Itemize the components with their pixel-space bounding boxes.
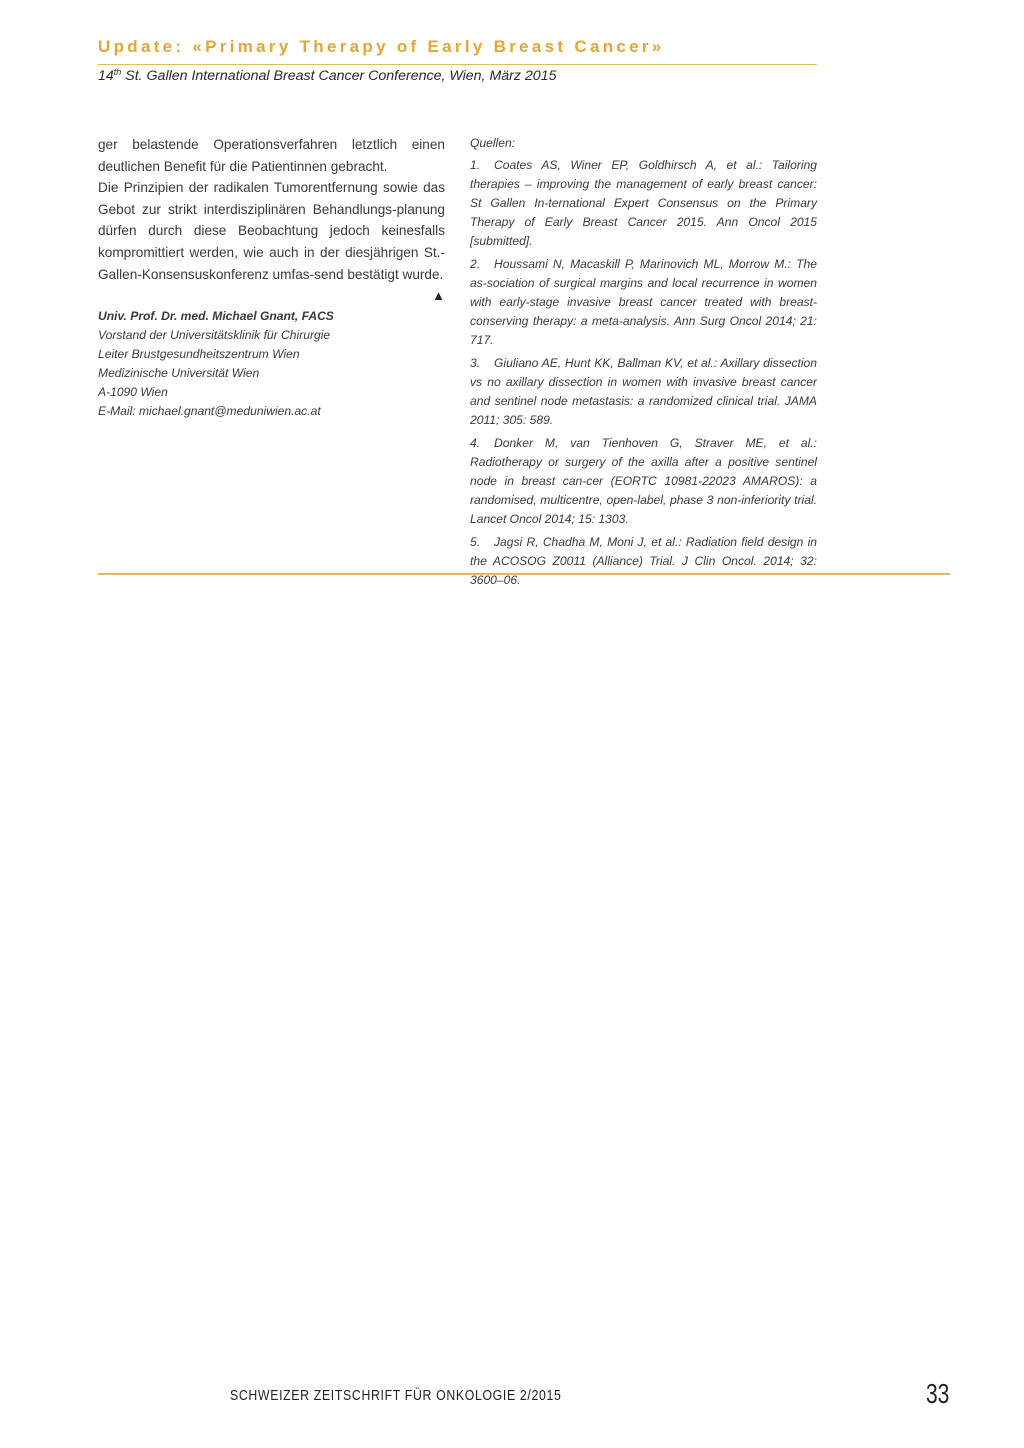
author-name: Univ. Prof. Dr. med. Michael Gnant, FACS [98,309,334,324]
reference-number: 4. [470,436,481,450]
body-paragraph-2 [98,177,445,304]
author-address: A-1090 Wien [98,385,168,400]
reference-number: 3. [470,356,481,370]
reference-text: Houssami N, Macaskill P, Marinovich ML, Morrow M.: The as-sociation of surgical margins and local recurrence in women with early-stage invasive breast cancer treated with breast-conserving therapy: a meta-analysis. Ann Surg Oncol 2014; 21: 717. [470,257,817,347]
reference-number: 2. [470,257,481,271]
left-column [98,134,445,421]
reference-item [470,255,817,350]
references-heading: Quellen: [470,136,516,150]
reference-text: Giuliano AE, Hunt KK, Ballman KV, et al.: Axillary dissection vs no axillary dissection in women with invasive breast cancer and sentinel node metastasis: a randomized clinical trial. JAMA 2011; 305: 589. [470,356,817,427]
reference-item [470,533,817,590]
reference-text: Coates AS, Winer EP, Goldhirsch A, et al.: Tailoring therapies – improving the management of early breast cancer: St Gallen In-ternational Expert Consensus on the Primary Therapy of Early Breast Cancer 2015. Ann Oncol 2015 [submitted]. [470,158,817,248]
reference-number: 1. [470,158,481,172]
reference-number: 5. [470,535,481,549]
body-paragraph-1: ger belastende Operationsverfahren letztlich einen deutlichen Benefit für die Patientinnen gebracht. [98,137,445,174]
subtitle-ordinal: th [113,67,122,77]
running-head-title: Update: «Primary Therapy of Early Breast Cancer» [98,37,665,56]
running-head-subtitle [98,68,556,84]
reference-item [470,354,817,430]
author-affiliation-3: Medizinische Universität Wien [98,366,260,381]
author-block [98,307,445,421]
header-rule [98,64,817,65]
section-end-rule [98,573,950,575]
reference-text: Donker M, van Tienhoven G, Straver ME, et al.: Radiotherapy or surgery of the axilla after a positive sentinel node in breast can-cer (EORTC 10981-22023 AMAROS): a randomised, multicentre, open-label, phase 3 non-inferiority trial. Lancet Oncol 2014; 15: 1303. [470,436,817,526]
end-of-article-triangle-icon: ▲ [432,288,445,304]
reference-text: Jagsi R, Chadha M, Moni J, et al.: Radiation field design in the ACOSOG Z0011 (Alliance) Trial. J Clin Oncol. 2014; 32: 3600–06. [470,535,817,587]
page-number: 33 [926,1378,950,1409]
subtitle-number: 14 [98,68,114,84]
reference-item [470,156,817,251]
reference-item [470,434,817,529]
author-email: E-Mail: michael.gnant@meduniwien.ac.at [98,404,321,419]
journal-footer: SCHWEIZER ZEITSCHRIFT FÜR ONKOLOGIE 2/2015 [230,1387,562,1404]
references-column [470,134,817,594]
author-affiliation-1: Vorstand der Universitätsklinik für Chirurgie [98,328,331,343]
subtitle-text: St. Gallen International Breast Cancer Conference, Wien, März 2015 [121,68,557,84]
body-paragraph-2-text: Die Prinzipien der radikalen Tumorentfernung sowie das Gebot zur strikt interdisziplinären Behandlungs-planung dürfen durch diese Beobachtung jedoch keinesfalls kompromittiert werden, wie auch in der diesjährigen St.-Gallen-Konsensuskonferenz umfas-send bestätigt wurde. [98,180,445,282]
author-affiliation-2: Leiter Brustgesundheitszentrum Wien [98,347,300,362]
